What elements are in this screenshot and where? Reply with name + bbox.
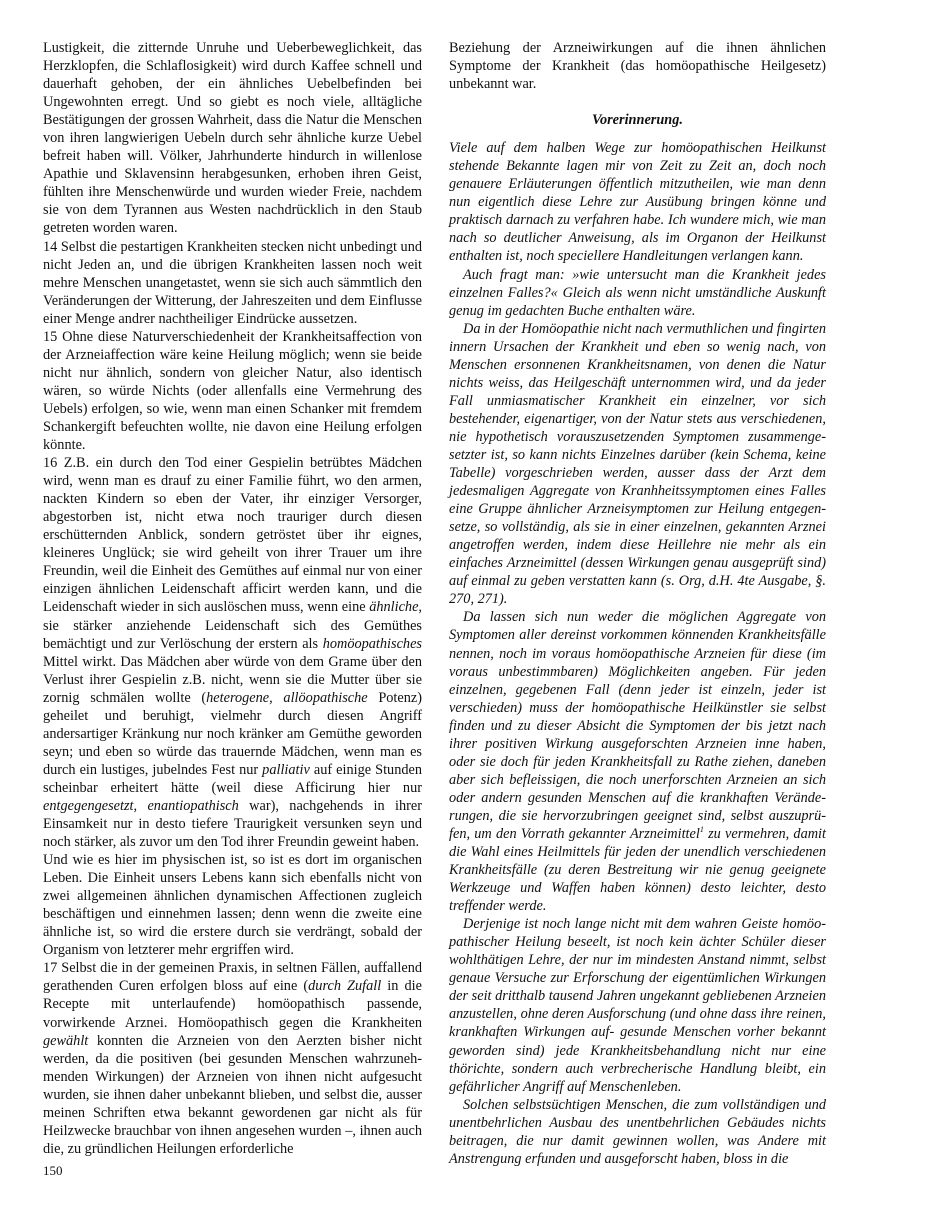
right-column xyxy=(449,39,826,1168)
paragraph-continuation: Lustigkeit, die zitternde Unruhe und Ueberbeweglichkeit, das Herzklopfen, die Schlaflosigkeit) wird durch Kaffee schnell und dauerhaft gehoben, der ein ähnliches Uebelbefinden bei Ungewohnten erregt. Und so giebt es noch viele, alltägliche Bestätigungen der grossen Wahrheit, dass die Natur die Menschen von ihren langwierigen Uebeln durch sehr ähnliche kurze Uebel befreit haben will. Völker, Jahrhunderte hindurch in willenlose Apathie und Sklavensinn herabgesunken, erhoben ihren Geist, fühlten ihre Menschenwürde und wurden wieder Freie, nachdem sie von dem Tyrannen aus Westen nachdrücklich in den Staub getreten worden waren. xyxy=(43,40,422,237)
footnote-17: 17 Selbst die in der gemeinen Praxis, in seltnen Fällen, auffallend gerathenden Curen erfolgen bloss auf eine (durch Zufall in die Recepte mit unterlaufende) homöopathisch passende, vorwirkende Arznei. Homöopathisch gegen die Krankheiten gewählt konnten die Arzneien von den Aerzten bisher nicht werden, da die positiven (bei gesunden Menschen wahrzunehmenden Wirkungen) der Arzneien von ihnen nicht aufgesucht wurden, sie ihnen daher unbekannt blieben, und selbst die, ausser meinen Schriften etwa bekannt gewordenen gar nicht als für Heilzwecke brauchbar von ihnen angesehen wurden –, ihnen auch die, zu gründlichen Heilungen erforderliche xyxy=(43,960,422,1157)
footnote-16-continuation: Und wie es hier im physischen ist, so ist es dort im organischen Leben. Die Einheit unsers Lebens kann sich ebenfalls nicht von zwei allgemeinen ähnlichen dynamischen Affectionen zugleich beschäftigen und einnehmen lassen; denn wenn die zweite eine ähnliche ist, so wird die erstere durch sie verdrängt, sobald der Organism von letzterer mehr ergriffen wird. xyxy=(43,852,422,959)
paragraph: Da in der Homöopathie nicht nach vermuthlichen und fingirten innern Ursachen der Krankheit und eben so wenig nach, von Menschen ersonnenen Krankheitsnamen, von denen die Natur nichts weiss, das Heilgeschäft unternommen wird, und da jeder Fall unmiasmatischer Krankheit ein einzelner, vor sich bestehender, eigenartiger, von der Natur stets aus verschiedenen, nie hypothetisch vorauszusetzenden Symptomen zusammengesetzter ist, so kann nichts Einzelnes darüber (kein Schema, keine Tabelle) vorgeschrieben werden, ausser dass der Arzt dem jedesmaligen Aggregate von Kranhheitssymptomen eines Falles eine Gruppe ähnlicher Arzneisymptomen zur Heilung entgegensetze, so vollständig, als sie in einer einzelnen, gekannten Arznei angetroffen werden, indem diese Heillehre nie mehr als ein einfaches Arzneimittel (dessen Wirkungen genau ausgeprüft sind) auf einmal zu geben verstatten kann (s. Org, d.H. 4te Ausgabe, §. 270, 271). xyxy=(449,320,826,608)
paragraph: Da lassen sich nun weder die möglichen Aggregate von Symptomen aller dereinst vorkommen könnenden Krankheitsfälle nennen, noch im voraus homöopathische Arzneien für diese (im voraus unbestimmbaren) Möglichkeiten angeben. Für jeden einzelnen, gegebenen Fall (denn jeder ist einzeln, jeder ist verschieden) muss der homöopathische Heilkünstler sie selbst finden und zu dieser Absicht die Symptomen der bis jetzt nach ihrer positiven Wirkung ausgeforschten Arzneien inne haben, oder sie doch für jeden Krankheitsfall zu Rathe ziehen, daneben aber sich befleissigen, die noch unerforschten Arzneien an sich oder andern gesunden Menschen auf die krankhaften Veränderungen, die sie hervorzubringen geeignet sind, selbst auszuprüfen, um den Vorrath gekannter Arzneimittel$^1$ zu vermehren, damit die Wahl eines Heilmittels für jeden der unendlich verschiedenen Krankheitsfälle (zu deren Bestreitung wir nie genug geeignete Werkzeuge und Waffen haben können) desto leichter, desto treffender werde. xyxy=(449,609,826,915)
section-heading: Vorerinnerung. xyxy=(592,112,683,129)
paragraph: Auch fragt man: »wie untersucht man die Krankheit jedes einzelnen Falles?« Gleich als wenn nicht umständliche Auskunft genug im gedachten Buche enthalten wäre. xyxy=(449,266,826,319)
footnote-marker: 1 xyxy=(699,825,704,835)
page-number: 150 xyxy=(43,1163,63,1178)
paragraph-continuation: Beziehung der Arzneiwirkungen auf die ihnen ähnlichen Symptome der Krankheit (das homöopathische Heilgesetz) unbekannt war. xyxy=(449,40,826,93)
paragraph: Derjenige ist noch lange nicht mit dem wahren Geiste homöopathischer Heilung beseelt, ist noch kein ächter Schüler dieser wohlthätigen Lehre, der nur im mindesten Anstand nimmt, selbst genaue Versuche zur Erforschung der eigentümlichen Wirkungen der seit dritthalb tausend Jahren ungekannt gebliebenen Arzneien anzustellen, ohne deren Ausforschung (und ohne dass ihre reinen, krankhaften Wirkungen auf- gesunde Menschen vorher bekannt geworden sind) jede Krankheitsbehandlung nicht nur eine thörichte, sondern auch verbrecherische Handlung bleibt, ein gefährlicher Angriff auf Menschenleben. xyxy=(449,916,826,1095)
paragraph: Solchen selbstsüchtigen Menschen, die zum vollständigen und unentbehrlichen Ausbau des unentbehrlichen Gebäudes nichts beitragen, die nur damit gewinnen wollen, was Andere mit Anstrengung erfunden und ausgeforscht haben, bloss in die xyxy=(449,1096,826,1167)
paragraph: Viele auf dem halben Wege zur homöopathischen Heilkunst stehende Bekannte lagen mir von Zeit zu Zeit an, doch noch genauere Erläuterungen öffentlich mitzutheilen, wie man denn nun eigentlich diese Lehre zur Ausübung bringen könne und praktisch darnach zu verfahren habe. Ich wundere mich, wie man nach so deutlicher Anweisung, als im Organon der Heilkunst enthalten ist, noch speciellere Handleitungen verlangen kann. xyxy=(449,140,826,265)
left-column xyxy=(43,39,422,1158)
footnote-15: 15 Ohne diese Naturverschiedenheit der Krankheitsaffection von der Arzneiaffection wäre keine Heilung möglich; wenn sie beide nicht nur ähnlich, sondern von gleicher Natur, also identisch wären, so würde Nichts (oder allenfalls eine Vermehrung des Uebels) erfolgen, so wie, wenn man einen Schanker mit fremdem Schankergift befeuchten wollte, nie davon eine Heilung erfolgen könnte. xyxy=(43,328,422,454)
footnote-14: 14 Selbst die pestartigen Krankheiten stecken nicht unbedingt und nicht Jeden an, und die übrigen Krankheiten lassen noch weit mehre Menschen unangetastet, wenn sie sich auch sämmtlich den Veränderungen der Witterung, der Jahreszeiten und dem Einflusse einer Menge andrer nachtheiliger Eindrücke aussetzen. xyxy=(43,238,422,327)
footnote-16: 16 Z.B. ein durch den Tod einer Gespielin betrübtes Mädchen wird, wenn man es drauf zu einer Familie führt, wo den armen, nackten Kindern so eben der Vater, ihr einziger Versorger, abgestorben ist, nicht etwa noch trauriger durch diesen erschütternden Anblick, sondern getröstet über ihr eignes, kleineres Unglück; sie wird geheilt von ihrer Trauer um ihre Freundin, weil die Einheit des Gemüthes auf einmal nur von einer einzigen ähnlichen Leidenschaft afficirt werden kann, und die Leidenschaft wieder in sich auslöschen muss, wenn eine ähnliche, sie stärker anziehende Leidenschaft sich des Gemüthes bemächtigt und zur Verlöschung der erstern als homöopathisches Mittel wirkt. Das Mädchen aber würde von dem Grame über den Verlust ihrer Gespielin z.B. nicht, wenn sie die Mutter über sie zornig schmälen wollte (heterogene, allöopathische Potenz) geheilet und beruhigt, vielmehr durch diesen Angriff andersartiger Kränkung nur noch kränker am Gemüthe geworden seyn; und eben so würde das trauernde Mädchen, wenn man es durch ein lustiges, jubelndes Fest nur palliativ auf einige Stunden scheinbar erheitert hätte (weil diese Afficirung hier nur entgegengesetzt, enantiopathisch war), nachgehends in ihrer Einsamkeit nur in desto tiefere Traurigkeit versunken seyn und noch stärker, als zuvor um den Tod ihrer Freundin geweint haben. xyxy=(43,455,422,851)
